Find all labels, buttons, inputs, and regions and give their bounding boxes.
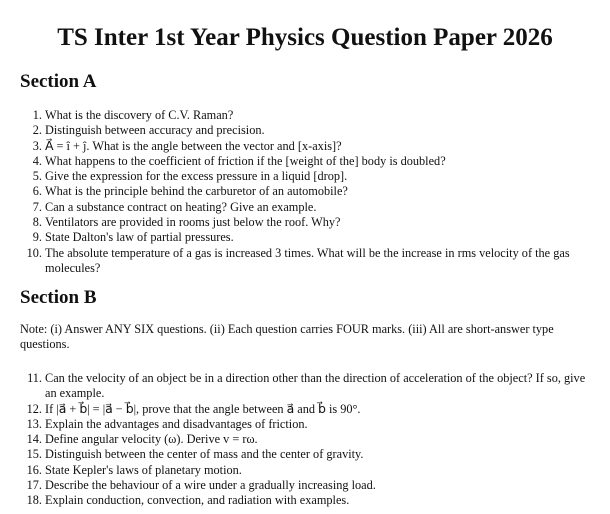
question-item xyxy=(0,478,590,493)
question-item xyxy=(0,371,590,402)
question-number: 15. xyxy=(26,447,42,462)
question-text: State Dalton's law of partial pressures. xyxy=(45,230,234,245)
question-item xyxy=(0,184,590,199)
question-text: Distinguish between accuracy and precision. xyxy=(45,123,265,138)
section-a-questions xyxy=(0,108,590,276)
question-number: 6. xyxy=(32,184,42,199)
question-item xyxy=(0,108,590,123)
question-item xyxy=(0,169,590,184)
question-number: 8. xyxy=(32,215,42,230)
question-text: Describe the behaviour of a wire under a gradually increasing load. xyxy=(45,478,376,493)
question-number: 3. xyxy=(32,138,42,153)
question-text: If |a⃗ + b⃗| = |a⃗ − b⃗|, prove that the angle between a⃗ and b⃗ is 90°. xyxy=(45,401,361,416)
question-number: 16. xyxy=(26,462,42,477)
question-item xyxy=(0,432,590,447)
question-number: 5. xyxy=(32,169,42,184)
question-text: State Kepler's laws of planetary motion. xyxy=(45,462,242,477)
page-title: TS Inter 1st Year Physics Question Paper 2026 xyxy=(57,24,553,51)
question-text: Explain conduction, convection, and radiation with examples. xyxy=(45,493,350,508)
question-item xyxy=(0,246,590,277)
question-text: Explain the advantages and disadvantages of friction. xyxy=(45,416,308,431)
question-item xyxy=(0,154,590,169)
question-number: 17. xyxy=(26,478,42,493)
section-a-heading: Section A xyxy=(20,71,97,92)
question-item xyxy=(0,402,590,417)
section-b-questions xyxy=(0,371,590,509)
question-text: Define angular velocity (ω). Derive v = rω. xyxy=(45,432,258,447)
question-text: What happens to the coefficient of friction if the [weight of the] body is doubled? xyxy=(45,153,446,168)
question-number: 7. xyxy=(32,199,42,214)
question-item xyxy=(0,493,590,508)
question-number: 4. xyxy=(32,153,42,168)
question-text: Ventilators are provided in rooms just below the roof. Why? xyxy=(45,215,341,230)
section-b-heading: Section B xyxy=(20,287,97,308)
question-text: The absolute temperature of a gas is increased 3 times. What will be the increase in rms velocity of the gas molecules? xyxy=(45,245,570,275)
question-number: 11. xyxy=(27,371,42,385)
question-item xyxy=(0,200,590,215)
question-number: 18. xyxy=(26,493,42,508)
question-text: Distinguish between the center of mass and the center of gravity. xyxy=(45,447,364,462)
question-text: What is the discovery of C.V. Raman? xyxy=(45,108,234,122)
question-text: Give the expression for the excess pressure in a liquid [drop]. xyxy=(45,169,348,184)
question-item xyxy=(0,230,590,245)
question-number: 13. xyxy=(26,416,42,431)
question-number: 10. xyxy=(26,245,42,260)
question-item xyxy=(0,463,590,478)
question-item xyxy=(0,447,590,462)
question-number: 9. xyxy=(32,230,42,245)
section-b-note: Note: (i) Answer ANY SIX questions. (ii) Each question carries FOUR marks. (iii) All are short-answer type questions. xyxy=(20,322,554,352)
question-number: 2. xyxy=(32,123,42,138)
question-text: Can the velocity of an object be in a direction other than the direction of acceleration of the object? If so, give an example. xyxy=(45,371,586,401)
question-number: 14. xyxy=(26,432,42,447)
question-item xyxy=(0,139,590,154)
question-item xyxy=(0,215,590,230)
question-text: A⃗ = î + ĵ. What is the angle between the vector and [x-axis]? xyxy=(45,138,342,153)
question-number: 12. xyxy=(26,401,42,416)
question-number: 1. xyxy=(32,108,42,122)
question-item xyxy=(0,417,590,432)
question-text: What is the principle behind the carburetor of an automobile? xyxy=(45,184,348,199)
question-text: Can a substance contract on heating? Give an example. xyxy=(45,199,317,214)
question-item xyxy=(0,123,590,138)
